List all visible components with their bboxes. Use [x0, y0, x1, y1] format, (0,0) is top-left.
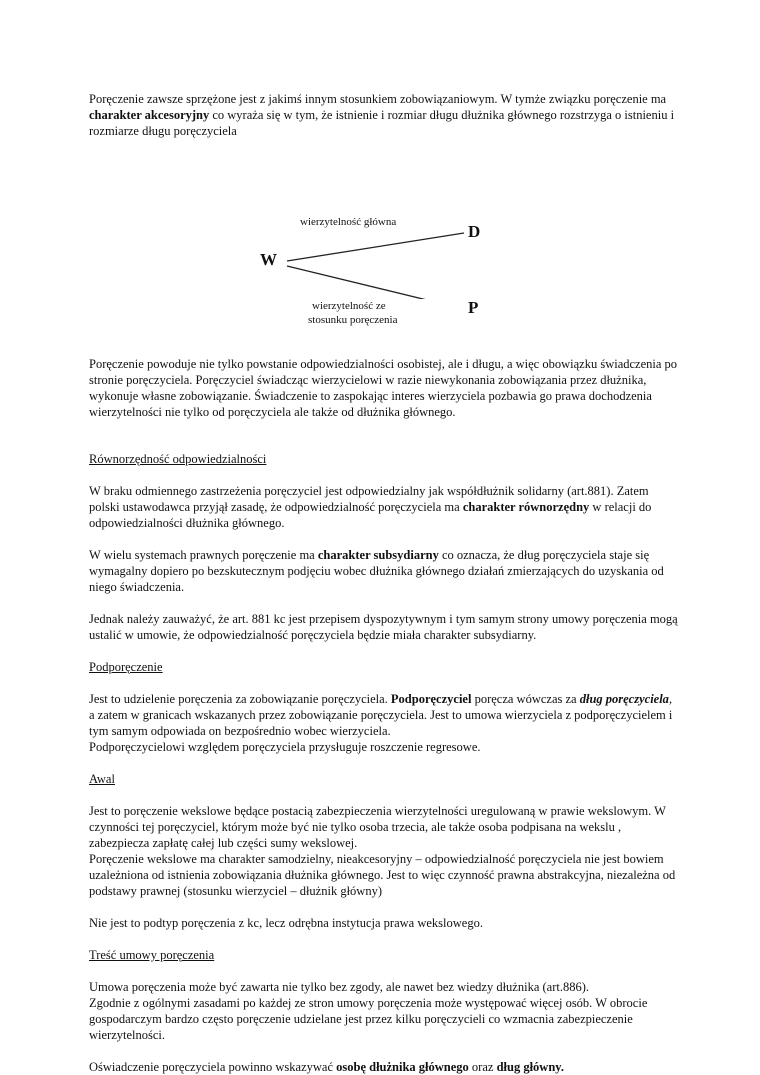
paragraph-subsydiarny: [89, 547, 679, 595]
line-w-p: [287, 266, 464, 299]
para6-run-1: Podporęczyciel: [390, 692, 472, 706]
relationship-diagram: [0, 139, 760, 326]
heading-tresc-umowy: Treść umowy poręczenia: [89, 948, 215, 962]
paragraph-odpowiedzialnosc: [89, 356, 679, 420]
label-wierzytelnosc-ze: wierzytelność ze: [312, 300, 386, 312]
paragraph-zgoda: Umowa poręczenia może być zawarta nie tylko bez zgody, ale nawet bez wiedzy dłużnika (art.886).: [89, 980, 590, 994]
intro-run-2: co wyraża się w tym, że istnienie i rozmiar długu dłużnika głównego rozstrzyga o istnieniu i rozmiarze długu poręczyciela: [89, 108, 675, 138]
para4-run-2: co oznacza, że dług poręczyciela staje się wymagalny dopiero po bezskutecznym podjęciu wobec dłużnika głównego działań zmierzających do uzyskania od niego świadczenia.: [89, 548, 664, 594]
node-p: P: [468, 298, 479, 317]
heading-rownorzednosc: Równorzędność odpowiedzialności: [89, 452, 267, 466]
node-w: W: [260, 250, 277, 269]
para6-run-0: Jest to udzielenie poręczenia za zobowiązanie poręczyciela.: [89, 692, 391, 706]
para4-run-0: W wielu systemach prawnych poręczenie ma: [89, 548, 318, 562]
paragraph-awal-podtyp: Nie jest to podtyp poręczenia z kc, lecz odrębna instytucja prawa wekslowego.: [89, 916, 483, 930]
intro-run-0: Poręczenie zawsze sprzężone jest z jakimś innym stosunkiem zobowiązaniowym. W tymże związku poręczenie ma: [89, 92, 667, 106]
para2-run-0: Poręczenie powoduje nie tylko powstanie odpowiedzialności osobistej, ale i długu, a więc obowiązku świadczenia po stronie poręczyciela. Poręczyciel świadcząc wierzycielowi w razie niewykonania zobowiązania przez dłużnika, wykonuje własne zobowiązanie. Świadczenie to zaspokając interes wierzyciela pozbawia go prawa dochodzenia wierzytelności nie tylko od poręczyciela ale także od dłużnika głównego.: [89, 357, 678, 419]
paragraph-awal: Jest to poręczenie wekslowe będące postacią zabezpieczenia wierzytelności uregulowaną w prawie wekslowym. W czynności tej poręczyciel, którym może być nie tylko osoba trzecia, ale także osoba podpisana na wekslu , zabezpiecza zapłatę całej lub części sumy wekslowej.: [89, 804, 666, 850]
label-wierzytelnosc-glowna: wierzytelność główna: [300, 216, 397, 228]
para3-run-1: charakter równorzędny: [462, 500, 590, 514]
paragraph-oswiadczenie: [89, 1059, 679, 1075]
document-page: [89, 91, 679, 1075]
paragraph-awal-charakter: Poręczenie wekslowe ma charakter samodzielny, nieakcesoryjny – odpowiedzialność poręczyciela nie jest bowiem uzależniona od istnienia zobowiązania dłużnika głównego. Jest to więc czynność prawna abstrakcyjna, niezależna od podstawy prawnej (stosunku wierzyciel – dłużnik główny): [89, 852, 676, 898]
para5-run-0: Jednak należy zauważyć, że art. 881 kc jest przepisem dyspozytywnym i tym samym strony umowy poręczenia mogą ustalić w umowie, że odpowiedzialność poręczyciela będzie miała charakter subsydiarny.: [89, 612, 678, 642]
para10-run-0: Oświadczenie poręczyciela powinno wskazywać: [89, 1060, 337, 1074]
node-d: D: [468, 222, 481, 241]
paragraph-rownorzednosc: [89, 483, 679, 531]
para6-run-2: poręcza wówczas za: [471, 692, 580, 706]
para10-run-1: osobę dłużnika głównego: [336, 1060, 469, 1074]
paragraph-dyspozytywny: [89, 611, 679, 643]
heading-podporeczenie: Podporęczenie: [89, 660, 163, 674]
paragraph-regres: Podporęczycielowi względem poręczyciela przysługuje roszczenie regresowe.: [89, 740, 481, 754]
heading-awal: Awal: [89, 772, 115, 786]
intro-paragraph: [89, 91, 679, 139]
para10-run-3: dług główny.: [496, 1060, 564, 1074]
para10-run-2: oraz: [468, 1060, 497, 1074]
para3-run-2: w relacji do odpowiedzialności dłużnika głównego.: [89, 500, 652, 530]
para6-run-4: , a zatem w granicach wskazanych przez zobowiązanie poręczyciela. Jest to umowa wierzyciela z podporęczycielem i tym samym odpowiada on bezpośrednio wobec wierzyciela.: [89, 692, 673, 738]
paragraph-wielu-poreczycieli: Zgodnie z ogólnymi zasadami po każdej ze stron umowy poręczenia może występować więcej osób. W obrocie gospodarczym bardzo często poręczenie udzielane jest przez kilku poręczycieli co wzmacnia zabezpieczenie wierzytelności.: [89, 996, 648, 1042]
para4-run-1: charakter subsydiarny: [317, 548, 439, 562]
para6-run-3: dług poręczyciela: [579, 692, 669, 706]
label-stosunku-poreczenia: stosunku poręczenia: [308, 314, 398, 326]
intro-run-1: charakter akcesoryjny: [89, 108, 210, 122]
paragraph-podporeczenie: [89, 691, 679, 739]
line-w-d: [287, 233, 464, 261]
para3-run-0: W braku odmiennego zastrzeżenia poręczyciel jest odpowiedzialny jak współdłużnik solidarny (art.881). Zatem polski ustawodawca przyjął zasadę, że odpowiedzialność poręczyciela ma: [89, 484, 649, 514]
